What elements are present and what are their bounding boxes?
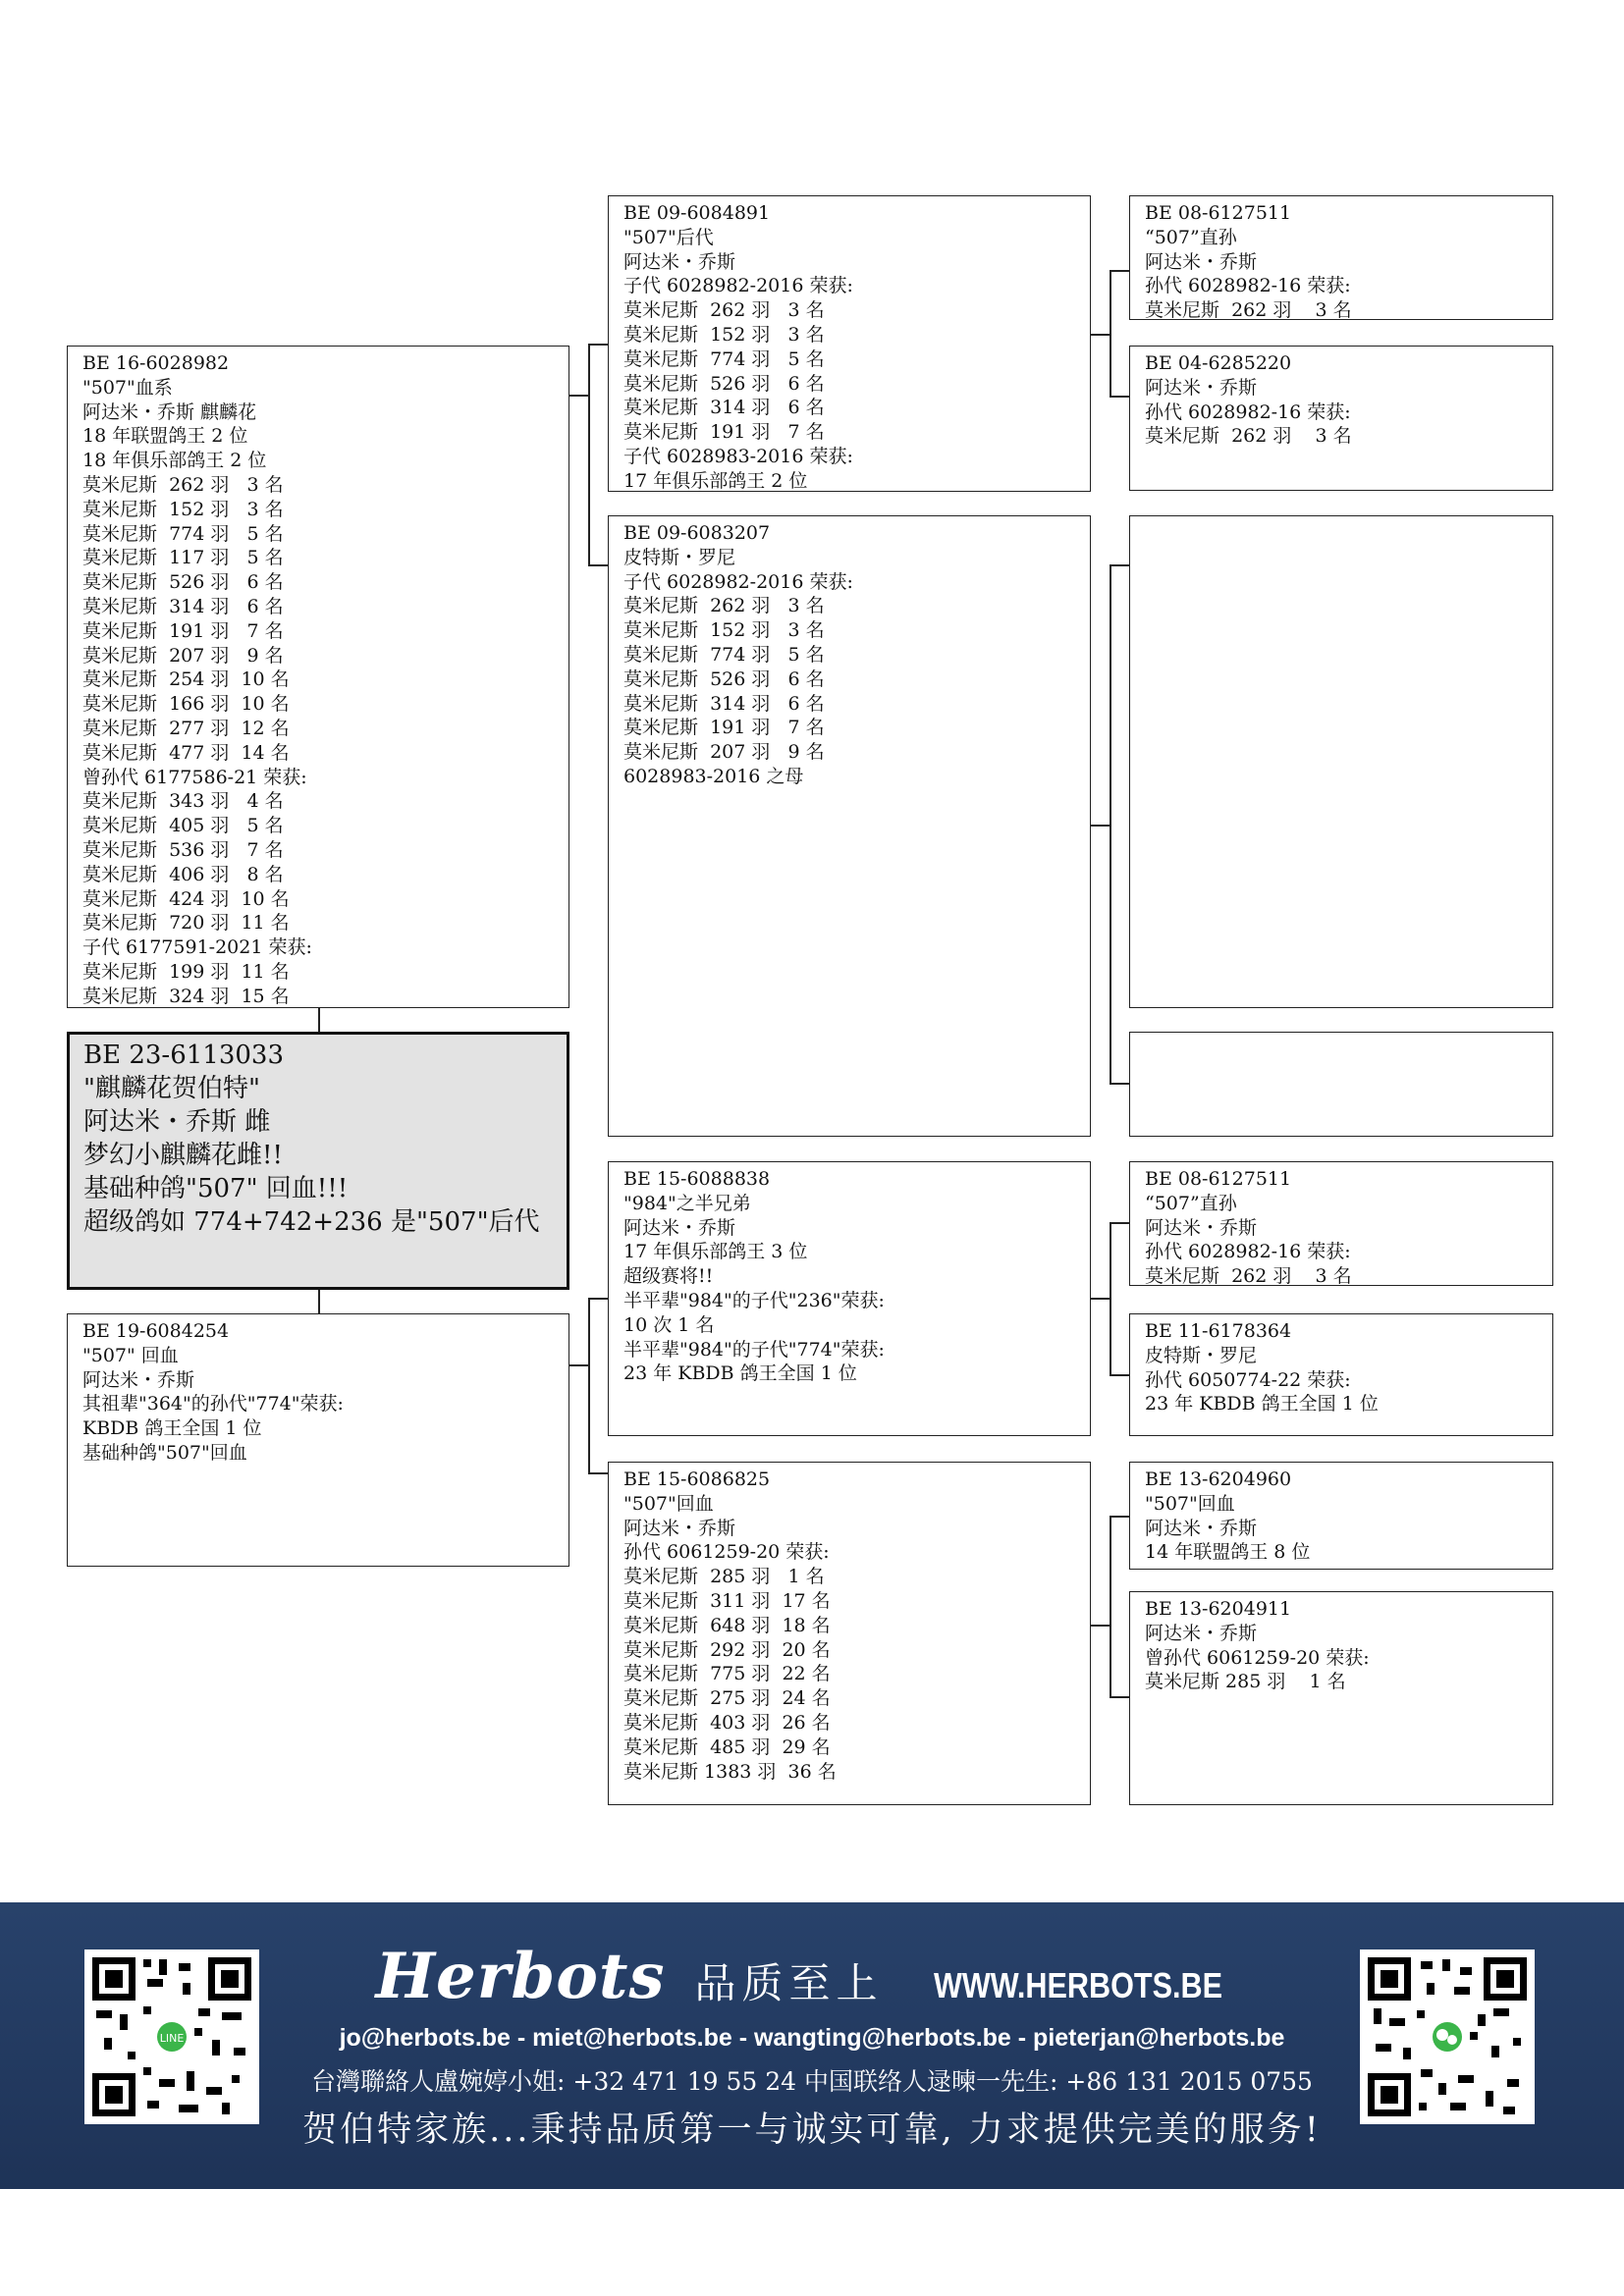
great-grandparent-card-5: [1129, 1161, 1553, 1286]
card-line: BE 19-6084254: [82, 1320, 230, 1342]
connector-dam-h: [569, 1364, 589, 1366]
card-line: "麒麟花贺伯特": [83, 1074, 260, 1103]
connector-dd-h: [1091, 1625, 1110, 1627]
card-line: 17 年俱乐部鸽王 3 位: [623, 1241, 808, 1263]
card-line: 莫米尼斯 277 羽 12 名: [82, 717, 290, 739]
card-line: 14 年联盟鸽王 8 位: [1145, 1541, 1311, 1564]
card-line: 6028983-2016 之母: [623, 765, 804, 787]
card-line: 莫米尼斯 152 羽 3 名: [623, 619, 825, 642]
card-line: BE 09-6084891: [623, 202, 771, 224]
card-line: 莫米尼斯 774 羽 5 名: [82, 522, 284, 545]
card-line: BE 13-6204911: [1145, 1598, 1292, 1620]
card-line: 莫米尼斯 774 羽 5 名: [623, 643, 825, 666]
card-line: 莫米尼斯 152 羽 3 名: [82, 498, 284, 520]
card-line: 莫米尼斯 526 羽 6 名: [82, 571, 284, 594]
slogan: 品质至上: [694, 1959, 884, 2007]
card-line: 基础种鸽"507"回血: [82, 1441, 247, 1464]
card-line: 曾孙代 6177586-21 荣获:: [82, 766, 307, 788]
card-line: 超级鸽如 774+742+236 是"507"后代: [83, 1207, 540, 1237]
card-line: 孙代 6061259-20 荣获:: [623, 1541, 830, 1564]
connector-sire-bottom: [588, 564, 608, 566]
card-line: 莫米尼斯 526 羽 6 名: [623, 372, 825, 395]
card-line: 莫米尼斯 424 羽 10 名: [82, 887, 290, 910]
connector-ss-bottom: [1110, 396, 1129, 398]
connector-ss-h: [1091, 334, 1110, 336]
card-line: 孙代 6050774-22 荣获:: [1145, 1368, 1351, 1391]
great-grandparent-card-3: [1129, 515, 1553, 1008]
card-line: 17 年俱乐部鸽王 2 位: [623, 469, 808, 492]
card-line: BE 08-6127511: [1145, 202, 1292, 224]
connector-sd-top: [1110, 564, 1129, 566]
dam-sire-card: [608, 1161, 1091, 1436]
card-line: 18 年俱乐部鸽王 2 位: [82, 450, 267, 472]
sire-dam-card: [608, 515, 1091, 1137]
card-line: 莫米尼斯 207 羽 9 名: [623, 741, 825, 764]
card-line: 莫米尼斯 191 羽 7 名: [623, 421, 825, 444]
connector-ss-v: [1110, 270, 1111, 398]
card-line: 23 年 KBDB 鸽王全国 1 位: [623, 1362, 857, 1385]
connector-subject-sire: [318, 1008, 320, 1032]
card-line: 莫米尼斯 720 羽 11 名: [82, 912, 290, 934]
card-line: 莫米尼斯 254 羽 10 名: [82, 668, 290, 691]
card-line: 子代 6028982-2016 荣获:: [623, 275, 853, 297]
connector-ss-top: [1110, 270, 1129, 272]
card-line: BE 23-6113033: [83, 1041, 285, 1070]
card-line: 莫米尼斯 262 羽 3 名: [623, 595, 825, 617]
card-line: 阿达米・乔斯: [82, 1368, 195, 1391]
connector-ds-v: [1110, 1222, 1111, 1376]
card-line: 莫米尼斯 314 羽 6 名: [623, 692, 825, 715]
card-line: 子代 6028982-2016 荣获:: [623, 570, 853, 593]
card-line: 阿达米・乔斯: [623, 250, 736, 273]
card-line: 莫米尼斯 275 羽 24 名: [623, 1687, 831, 1710]
card-line: 莫米尼斯 285 羽 1 名: [623, 1566, 825, 1588]
card-line: BE 13-6204960: [1145, 1468, 1292, 1490]
card-line: 其祖辈"364"的孙代"774"荣获:: [82, 1393, 344, 1415]
connector-dam-top: [588, 1298, 608, 1300]
connector-subject-dam: [318, 1290, 320, 1313]
card-line: 23 年 KBDB 鸽王全国 1 位: [1145, 1393, 1379, 1415]
card-line: 阿达米・乔斯: [1145, 1216, 1258, 1239]
card-line: 莫米尼斯 406 羽 8 名: [82, 863, 284, 885]
card-line: 莫米尼斯 775 羽 22 名: [623, 1663, 831, 1685]
card-line: 梦幻小麒麟花雌!!: [83, 1141, 283, 1170]
card-line: 超级赛将!!: [623, 1265, 714, 1288]
card-line: 基础种鸽"507" 回血!!!: [83, 1174, 349, 1203]
card-line: 阿达米・乔斯: [623, 1517, 736, 1539]
card-line: 莫米尼斯 292 羽 20 名: [623, 1638, 831, 1661]
card-line: 子代 6028983-2016 荣获:: [623, 445, 853, 467]
card-line: 孙代 6028982-16 荣获:: [1145, 275, 1351, 297]
card-line: 莫米尼斯 262 羽 3 名: [623, 299, 825, 322]
card-line: "507"回血: [623, 1492, 714, 1515]
card-line: “507”直孙: [1145, 1192, 1237, 1214]
card-line: 莫米尼斯 648 羽 18 名: [623, 1614, 831, 1636]
card-line: 莫米尼斯 191 羽 7 名: [82, 619, 284, 642]
website-link[interactable]: WWW.HERBOTS.BE: [934, 1965, 1223, 2005]
card-line: 子代 6177591-2021 荣获:: [82, 936, 312, 959]
card-line: 18 年联盟鸽王 2 位: [82, 425, 248, 448]
card-line: 莫米尼斯 207 羽 9 名: [82, 644, 284, 667]
card-line: 孙代 6028982-16 荣获:: [1145, 400, 1351, 423]
card-line: 莫米尼斯 285 羽 1 名: [1145, 1671, 1346, 1693]
connector-ds-top: [1110, 1222, 1129, 1224]
card-line: 阿达米・乔斯: [623, 1216, 736, 1239]
card-line: 莫米尼斯 324 羽 15 名: [82, 985, 290, 1007]
card-line: BE 16-6028982: [82, 352, 230, 374]
great-grandparent-card-2: [1129, 346, 1553, 491]
great-grandparent-card-6: [1129, 1313, 1553, 1436]
card-line: 阿达米・乔斯 雌: [83, 1107, 271, 1137]
great-grandparent-card-8: [1129, 1591, 1553, 1805]
card-line: BE 04-6285220: [1145, 352, 1292, 374]
card-line: 莫米尼斯 403 羽 26 名: [623, 1711, 831, 1734]
svg-text:LINE: LINE: [159, 2032, 185, 2045]
card-line: "507"血系: [82, 376, 173, 399]
card-line: 莫米尼斯 536 羽 7 名: [82, 838, 284, 861]
dam-card: [67, 1313, 569, 1567]
card-line: BE 11-6178364: [1145, 1320, 1292, 1342]
subject-card: [67, 1032, 569, 1290]
contact-line: 台灣聯絡人盧婉婷小姐: +32 471 19 55 24 中国联络人逯暕一先生: +86 131 2015 0755: [311, 2067, 1313, 2096]
card-line: BE 08-6127511: [1145, 1168, 1292, 1190]
card-line: 皮特斯・罗尼: [1145, 1344, 1258, 1366]
connector-dam-v: [588, 1298, 590, 1474]
card-line: 半平辈"984"的子代"236"荣获:: [623, 1289, 885, 1311]
great-grandparent-card-4: [1129, 1032, 1553, 1137]
card-line: 阿达米・乔斯: [1145, 1622, 1258, 1644]
connector-sire-top: [588, 344, 608, 346]
card-line: 莫米尼斯 262 羽 3 名: [82, 473, 284, 496]
great-grandparent-card-7: [1129, 1462, 1553, 1570]
card-line: 莫米尼斯 314 羽 6 名: [623, 397, 825, 419]
card-line: 莫米尼斯 199 羽 11 名: [82, 960, 290, 983]
connector-dd-top: [1110, 1516, 1129, 1518]
card-line: 莫米尼斯 262 羽 3 名: [1145, 299, 1352, 320]
card-line: 莫米尼斯 343 羽 4 名: [82, 790, 284, 813]
card-line: 莫米尼斯 485 羽 29 名: [623, 1735, 831, 1758]
sire-card: [67, 346, 569, 1008]
email-line[interactable]: jo@herbots.be - miet@herbots.be - wangting@herbots.be - pieterjan@herbots.be: [339, 2024, 1285, 2052]
card-line: 莫米尼斯 166 羽 10 名: [82, 693, 290, 716]
card-line: "507" 回血: [82, 1344, 179, 1366]
great-grandparent-card-1: [1129, 195, 1553, 320]
card-line: 莫米尼斯 477 羽 14 名: [82, 741, 290, 764]
card-line: 莫米尼斯 152 羽 3 名: [623, 323, 825, 346]
card-line: 阿达米・乔斯 麒麟花: [82, 400, 257, 423]
brand-line: [0, 1940, 1624, 2013]
card-line: "507"回血: [1145, 1492, 1235, 1515]
card-line: 莫米尼斯 311 羽 17 名: [623, 1589, 831, 1612]
connector-dam-bottom: [588, 1472, 608, 1474]
connector-sire-v: [588, 344, 590, 566]
card-line: 孙代 6028982-16 荣获:: [1145, 1241, 1351, 1263]
connector-sd-v: [1110, 564, 1111, 1085]
card-line: BE 15-6088838: [623, 1168, 771, 1190]
service-slogan: 贺伯特家族...秉持品质第一与诚实可靠, 力求提供完美的服务!: [302, 2110, 1322, 2150]
connector-sd-bottom: [1110, 1083, 1129, 1085]
connector-dd-bottom: [1110, 1696, 1129, 1698]
card-line: “507”直孙: [1145, 226, 1237, 248]
card-line: 阿达米・乔斯: [1145, 376, 1258, 399]
card-line: 莫米尼斯 262 羽 3 名: [1145, 1265, 1352, 1286]
connector-ds-bottom: [1110, 1374, 1129, 1376]
card-line: 莫米尼斯 774 羽 5 名: [623, 347, 825, 370]
card-line: KBDB 鸽王全国 1 位: [82, 1417, 262, 1440]
card-line: 阿达米・乔斯: [1145, 1517, 1258, 1539]
card-line: BE 09-6083207: [623, 522, 771, 544]
card-line: 曾孙代 6061259-20 荣获:: [1145, 1646, 1370, 1669]
card-line: 半平辈"984"的子代"774"荣获:: [623, 1338, 885, 1361]
card-line: 阿达米・乔斯: [1145, 250, 1258, 273]
card-line: BE 15-6086825: [623, 1468, 771, 1490]
card-line: 莫米尼斯 314 羽 6 名: [82, 595, 284, 617]
footer-banner: [0, 1902, 1624, 2189]
card-line: 莫米尼斯 1383 羽 36 名: [623, 1760, 837, 1783]
card-line: 莫米尼斯 191 羽 7 名: [623, 717, 825, 739]
card-line: 皮特斯・罗尼: [623, 546, 736, 568]
connector-ds-h: [1091, 1298, 1110, 1300]
card-line: "984"之半兄弟: [623, 1192, 751, 1214]
card-line: 莫米尼斯 526 羽 6 名: [623, 667, 825, 690]
card-line: 莫米尼斯 262 羽 3 名: [1145, 425, 1352, 448]
card-line: 10 次 1 名: [623, 1313, 715, 1336]
herbots-logo: Herbots: [375, 1940, 666, 2013]
connector-dd-v: [1110, 1516, 1111, 1698]
dam-dam-card: [608, 1462, 1091, 1805]
sire-sire-card: [608, 195, 1091, 492]
connector-sd-h: [1091, 825, 1110, 827]
card-line: 莫米尼斯 405 羽 5 名: [82, 815, 284, 837]
card-line: "507"后代: [623, 226, 714, 248]
connector-sire-h: [569, 395, 589, 397]
card-line: 莫米尼斯 117 羽 5 名: [82, 547, 284, 569]
